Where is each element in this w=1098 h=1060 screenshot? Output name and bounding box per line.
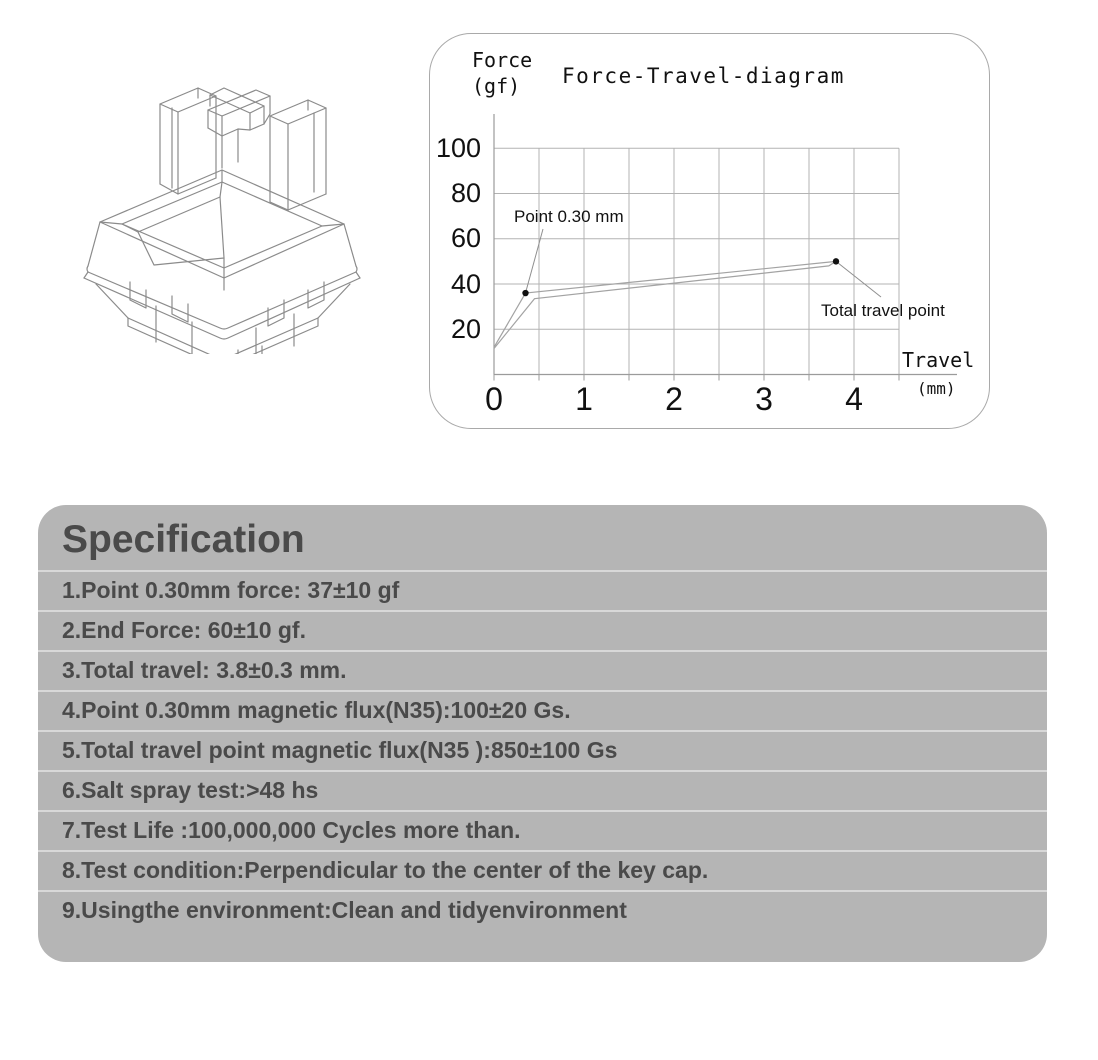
- switch-upper-housing: [88, 170, 356, 290]
- x-axis-title: Travel: [902, 348, 975, 372]
- x-tick-label: 4: [845, 381, 863, 417]
- y-tick-label: 60: [450, 223, 481, 254]
- spec-item: 5.Total travel point magnetic flux(N35 ):850±100 Gs: [38, 730, 1047, 770]
- actuation-point-annotation: Point 0.30 mm: [514, 207, 624, 226]
- spec-item: 8.Test condition:Perpendicular to the center of the key cap.: [38, 850, 1047, 890]
- spec-item: 2.End Force: 60±10 gf.: [38, 610, 1047, 650]
- marker-dot-1: [833, 258, 839, 264]
- spec-item: 9.Usingthe environment:Clean and tidyenvironment: [38, 890, 1047, 930]
- spec-item: 6.Salt spray test:>48 hs: [38, 770, 1047, 810]
- y-tick-label: 100: [435, 132, 481, 163]
- y-tick-label: 20: [450, 313, 481, 344]
- total-travel-annotation: Total travel point: [821, 301, 945, 320]
- x-tick-label: 2: [665, 381, 683, 417]
- x-tick-label: 1: [575, 381, 593, 417]
- annotation-leader-1: [836, 261, 881, 297]
- specification-panel: [38, 505, 1047, 962]
- y-axis-title: [472, 47, 532, 99]
- marker-dot-0: [522, 290, 528, 296]
- x-axis-unit: (mm): [917, 379, 956, 398]
- y-tick-label: 80: [450, 178, 481, 208]
- y-axis-title-line2: (gf): [472, 74, 521, 98]
- force-curve-press: [494, 261, 836, 347]
- x-tick-label: 3: [755, 381, 773, 417]
- y-axis-title-line1: Force: [472, 48, 533, 72]
- specification-title: Specification: [62, 518, 305, 561]
- chart-title: Force-Travel-diagram: [562, 64, 845, 88]
- force-curve-release: [494, 261, 836, 348]
- y-tick-label: 40: [450, 268, 481, 299]
- specification-list: [38, 570, 1047, 930]
- x-tick-label: 0: [485, 381, 503, 417]
- spec-item: 7.Test Life :100,000,000 Cycles more than.: [38, 810, 1047, 850]
- force-travel-diagram-card: [429, 33, 990, 429]
- switch-illustration: [72, 66, 364, 354]
- spec-item: 1.Point 0.30mm force: 37±10 gf: [38, 570, 1047, 610]
- spec-item: 4.Point 0.30mm magnetic flux(N35):100±20 Gs.: [38, 690, 1047, 730]
- switch-lower-housing: [96, 284, 350, 354]
- spec-item: 3.Total travel: 3.8±0.3 mm.: [38, 650, 1047, 690]
